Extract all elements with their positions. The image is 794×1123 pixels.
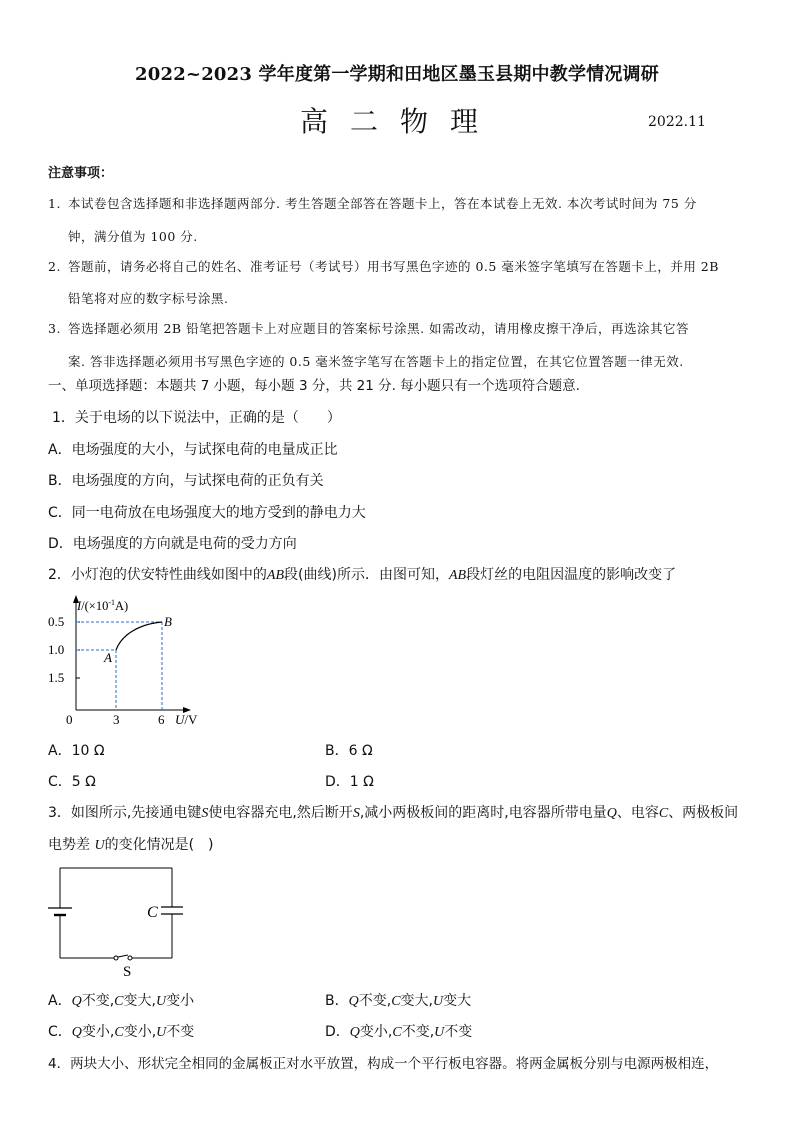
q3-stem-part: 、两极板间 bbox=[668, 805, 739, 821]
switch-contact-left bbox=[114, 956, 118, 960]
q1-option-c: C．同一电荷放在电场强度大的地方受到的静电力大 bbox=[48, 505, 366, 521]
q3-option-text: 不变, bbox=[81, 993, 115, 1009]
note-item-3 bbox=[48, 313, 689, 344]
exam-title: 2022~2023 学年度第一学期和田地区墨玉县期中教学情况调研 bbox=[135, 64, 659, 85]
q3-option-text: 变小, bbox=[81, 1024, 115, 1040]
q3-option-c bbox=[48, 1021, 194, 1041]
note-number: 2. bbox=[48, 259, 61, 274]
q3-stem-part: ,减小两极板间的距离时,电容器所带电量 bbox=[359, 805, 607, 821]
x-tick-label: 3 bbox=[113, 712, 120, 727]
q3-var: C bbox=[114, 994, 124, 1009]
q3-stem-part: 电势差 bbox=[48, 837, 90, 853]
q3-option-letter: A． bbox=[48, 993, 72, 1009]
q3-var: U bbox=[156, 1025, 167, 1040]
q3-option-text: 不变, bbox=[401, 1024, 435, 1040]
switch-label: S bbox=[123, 964, 132, 980]
point-a-label: A bbox=[104, 650, 112, 665]
q3-var-s: S bbox=[201, 806, 209, 821]
note-item-2-cont: 铅笔将对应的数字标号涂黑. bbox=[68, 291, 229, 306]
q3-var: Q bbox=[348, 994, 359, 1009]
q3-var: Q bbox=[71, 994, 82, 1009]
q2-option-a: A．10 Ω bbox=[48, 743, 105, 759]
note-item-2 bbox=[48, 251, 719, 282]
q3-var: Q bbox=[349, 1025, 360, 1040]
q1-option-b: B．电场强度的方向，与试探电荷的正负有关 bbox=[48, 473, 324, 489]
note-number: 3. bbox=[48, 321, 61, 336]
q3-option-text: 变大, bbox=[123, 993, 156, 1009]
question-3-stem-line1 bbox=[48, 802, 738, 822]
q3-var: C bbox=[391, 994, 401, 1009]
iv-curve-graph bbox=[40, 592, 220, 727]
x-tick-label: 6 bbox=[158, 712, 165, 727]
q2-stem-part: 段灯丝的电阻因温度的影响改变了 bbox=[466, 567, 677, 583]
q2-var-ab: AB bbox=[448, 568, 467, 583]
x-tick-label: 0 bbox=[66, 712, 73, 727]
x-axis-label bbox=[175, 712, 198, 727]
note-item-1 bbox=[48, 188, 697, 219]
q3-option-text: 变小, bbox=[123, 1024, 157, 1040]
subject-title: 高二物理 bbox=[300, 105, 501, 138]
y-tick-label: 1.5 bbox=[48, 670, 65, 685]
switch-lever bbox=[118, 955, 128, 957]
q3-option-text: 不变 bbox=[444, 1024, 473, 1040]
question-4-stem: 4．两块大小、形状完全相同的金属板正对水平放置，构成一个平行板电容器。将两金属板分别与电源两极相连， bbox=[48, 1056, 719, 1072]
y-tick-label: 0.5 bbox=[48, 614, 65, 629]
note-number: 1. bbox=[48, 196, 61, 211]
capacitor-label: C bbox=[147, 904, 158, 921]
q2-option-d: D．1 Ω bbox=[325, 774, 374, 790]
q3-option-letter: B． bbox=[325, 993, 349, 1009]
q3-option-letter: D． bbox=[325, 1024, 350, 1040]
question-3-stem-line2 bbox=[48, 834, 214, 854]
q3-var-c: C bbox=[658, 806, 669, 821]
note-text: 答题前，请务必将自己的姓名、准考证号（考试号）用书写黑色字迹的 0.5 毫米签字笔填写在答题卡上，并用 2B bbox=[68, 259, 719, 274]
q3-option-a bbox=[48, 990, 194, 1010]
note-text: 本试卷包含选择题和非选择题两部分. 考生答题全部答在答题卡上，答在本试卷上无效. 本次考试时间为 75 分 bbox=[68, 196, 697, 211]
q3-var-u: U bbox=[94, 838, 105, 853]
iv-curve-ab bbox=[116, 622, 162, 650]
q3-option-letter: C． bbox=[48, 1024, 72, 1040]
exam-date: 2022.11 bbox=[648, 114, 706, 130]
q2-var-ab: AB bbox=[266, 568, 285, 583]
q3-var-q: Q bbox=[606, 806, 617, 821]
y-axis-label bbox=[76, 598, 128, 613]
section-heading: 一、单项选择题：本题共 7 小题，每小题 3 分，共 21 分. 每小题只有一个选项符合题意. bbox=[48, 378, 580, 394]
notes-heading: 注意事项： bbox=[48, 166, 114, 181]
capacitor-circuit-diagram bbox=[44, 862, 194, 980]
note-item-3-cont: 案. 答非选择题必须用书写黑色字迹的 0.5 毫米签字笔写在答题卡上的指定位置，在其它位置答题一律无效. bbox=[68, 354, 684, 369]
q2-option-b: B．6 Ω bbox=[325, 743, 373, 759]
q3-option-b bbox=[325, 990, 471, 1010]
y-tick-label: 1.0 bbox=[48, 642, 65, 657]
note-text: 答选择题必须用 2B 铅笔把答题卡上对应题目的答案标号涂黑. 如需改动，请用橡皮擦干净后，再选涂其它答 bbox=[68, 321, 690, 336]
q3-option-text: 不变 bbox=[166, 1024, 195, 1040]
y-label-unit-end: A) bbox=[115, 599, 129, 613]
q3-option-d bbox=[325, 1021, 472, 1041]
q3-option-text: 变大 bbox=[443, 993, 472, 1009]
q3-var: Q bbox=[71, 1025, 82, 1040]
q3-stem-part: 使电容器充电,然后断开 bbox=[208, 805, 353, 821]
q3-stem-part: 、电容 bbox=[616, 805, 659, 821]
question-1-stem: 1．关于电场的以下说法中，正确的是（ ） bbox=[52, 410, 341, 426]
q3-option-text: 变小, bbox=[359, 1024, 393, 1040]
q2-stem-part: 2．小灯泡的伏安特性曲线如图中的 bbox=[48, 567, 267, 583]
y-label-symbol: I bbox=[77, 599, 82, 613]
q3-var: C bbox=[392, 1025, 402, 1040]
switch-contact-right bbox=[128, 956, 132, 960]
q3-stem-part: 的变化情况是( ) bbox=[104, 837, 214, 853]
q1-option-a: A．电场强度的大小，与试探电荷的电量成正比 bbox=[48, 442, 338, 458]
q3-var-s: S bbox=[352, 806, 360, 821]
question-2-stem bbox=[48, 564, 676, 584]
q3-var: C bbox=[114, 1025, 124, 1040]
q3-option-text: 不变, bbox=[358, 993, 392, 1009]
q2-stem-part: 段(曲线)所示．由图可知， bbox=[284, 567, 449, 583]
y-label-unit: /(×10 bbox=[81, 599, 109, 613]
q3-var: U bbox=[434, 1025, 445, 1040]
q3-option-text: 变大, bbox=[400, 993, 433, 1009]
x-label-unit: /V bbox=[184, 712, 198, 727]
y-label-exponent: -1 bbox=[108, 598, 116, 607]
q3-stem-part: 3．如图所示,先接通电键 bbox=[48, 805, 202, 821]
point-b-label: B bbox=[164, 614, 172, 629]
q3-var: U bbox=[432, 994, 444, 1009]
x-label-symbol: U bbox=[175, 712, 185, 727]
q1-option-d: D．电场强度的方向就是电荷的受力方向 bbox=[48, 536, 297, 552]
q3-option-text: 变小 bbox=[166, 993, 195, 1009]
q2-option-c: C．5 Ω bbox=[48, 774, 96, 790]
note-item-1-cont: 钟，满分值为 100 分. bbox=[68, 229, 198, 244]
q3-var: U bbox=[155, 994, 167, 1009]
